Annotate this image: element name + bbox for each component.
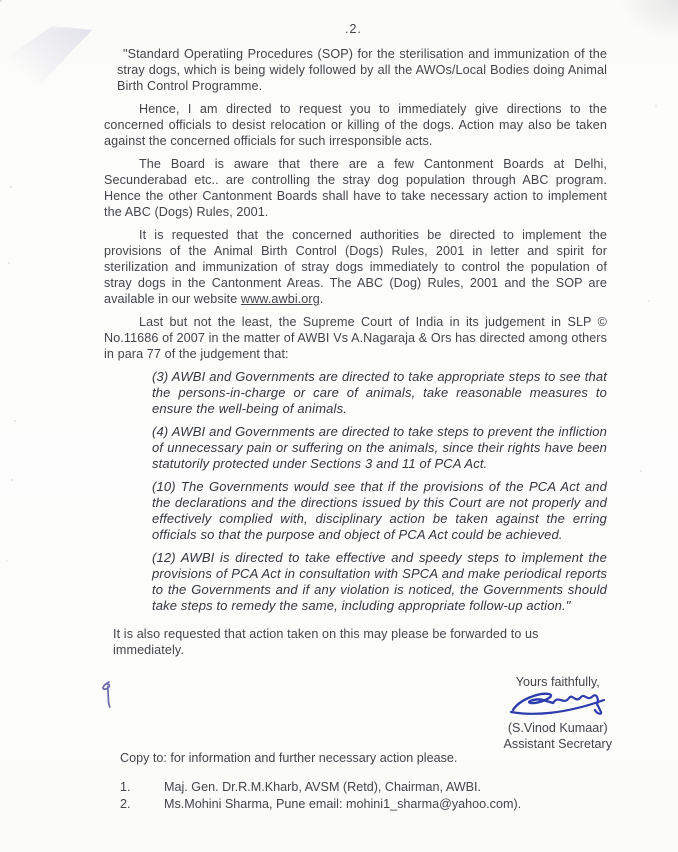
copy-to-section bbox=[120, 750, 521, 813]
handwritten-signature-icon bbox=[504, 689, 613, 723]
copy-item-number: 2. bbox=[120, 797, 131, 811]
copy-to-list bbox=[120, 779, 521, 812]
letter-body bbox=[104, 46, 607, 665]
body-paragraph-4-text: It is requested that the concerned authorities be directed to implement the provisions of the Animal Birth Control (Dogs) Rules, 2001 in letter and spirit for sterilization and immunization of stray dogs immediately to control the population of stray dogs in the Cantonment Areas. The ABC (Dog) Rules, 2001 and the SOP are available in our website bbox=[104, 228, 607, 306]
body-paragraph-4 bbox=[104, 227, 607, 307]
judgement-quote-12: (12) AWBI is directed to take effective and speedy steps to implement the provisions of PCA Act in consultation with SPCA and make periodical reports to the Governments and if any violation is noticed, the Governments should take steps to remedy the same, including appropriate follow-up action." bbox=[152, 550, 607, 613]
signature-block bbox=[504, 674, 613, 752]
scan-edge-shadow bbox=[618, 0, 678, 40]
body-paragraph-4-period: . bbox=[319, 292, 324, 306]
page-number: .2. bbox=[345, 22, 362, 36]
scan-noise-specks bbox=[0, 0, 2, 2]
scan-fold-shadow bbox=[4, 26, 100, 122]
judgement-quote-3: (3) AWBI and Governments are directed to take appropriate steps to see that the persons-in-charge or care of animals, take reasonable measures to ensure the well-being of animals. bbox=[152, 369, 607, 416]
valediction: Yours faithfully, bbox=[515, 675, 600, 689]
copy-to-item bbox=[120, 796, 521, 812]
body-paragraph-1: "Standard Operatiing Procedures (SOP) for the sterilisation and immunization of the stray dogs, which is being widely followed by all the AWOs/Local Bodies doing Animal Birth Control Programme. bbox=[117, 47, 607, 93]
closing-request-line: It is also requested that action taken on this may please be forwarded to us immediately. bbox=[113, 627, 539, 657]
copy-to-heading: Copy to: for information and further necessary action please. bbox=[120, 751, 458, 765]
judgement-quote-10: (10) The Governments would see that if the provisions of the PCA Act and the declarations and the directions issued by this Court are not properly and effectively complied with, disciplinary action be taken against the erring officials so that the purpose and object of PCA Act could be achieved. bbox=[152, 479, 607, 542]
judgement-quote-4: (4) AWBI and Governments are directed to take steps to prevent the infliction of unnecessary pain or suffering on the animals, since their rights have been statutorily protected under Sections 3 and 11 of PCA Act. bbox=[152, 424, 607, 471]
copy-item-text: Ms.Mohini Sharma, Pune email: mohini1_sharma@yahoo.com). bbox=[164, 797, 522, 811]
body-paragraph-2: Hence, I am directed to request you to immediately give directions to the concerned officials to desist relocation or killing of the dogs. Action may also be taken against the concerned officials for such irresponsible acts. bbox=[104, 102, 607, 148]
copy-to-item bbox=[120, 779, 521, 795]
body-paragraph-5: Last but not the least, the Supreme Court of India in its judgement in SLP © No.11686 of 2007 in the matter of AWBI Vs A.Nagaraja & Ors has directed among others in para 77 of the judgement that: bbox=[104, 315, 607, 361]
copy-item-number: 1. bbox=[120, 780, 131, 794]
pen-mark-icon bbox=[98, 678, 116, 717]
signer-title: Assistant Secretary bbox=[503, 737, 612, 751]
copy-item-text: Maj. Gen. Dr.R.M.Kharb, AVSM (Retd), Chairman, AWBI. bbox=[164, 780, 482, 794]
website-link-text: www.awbi.org bbox=[240, 292, 320, 306]
signer-name: (S.Vinod Kumaar) bbox=[507, 721, 608, 735]
body-paragraph-3: The Board is aware that there are a few Cantonment Boards at Delhi, Secunderabad etc.. are controlling the stray dog population through ABC program. Hence the other Cantonment Boards shall have to take necessary action to implement the ABC (Dogs) Rules, 2001. bbox=[104, 157, 607, 219]
